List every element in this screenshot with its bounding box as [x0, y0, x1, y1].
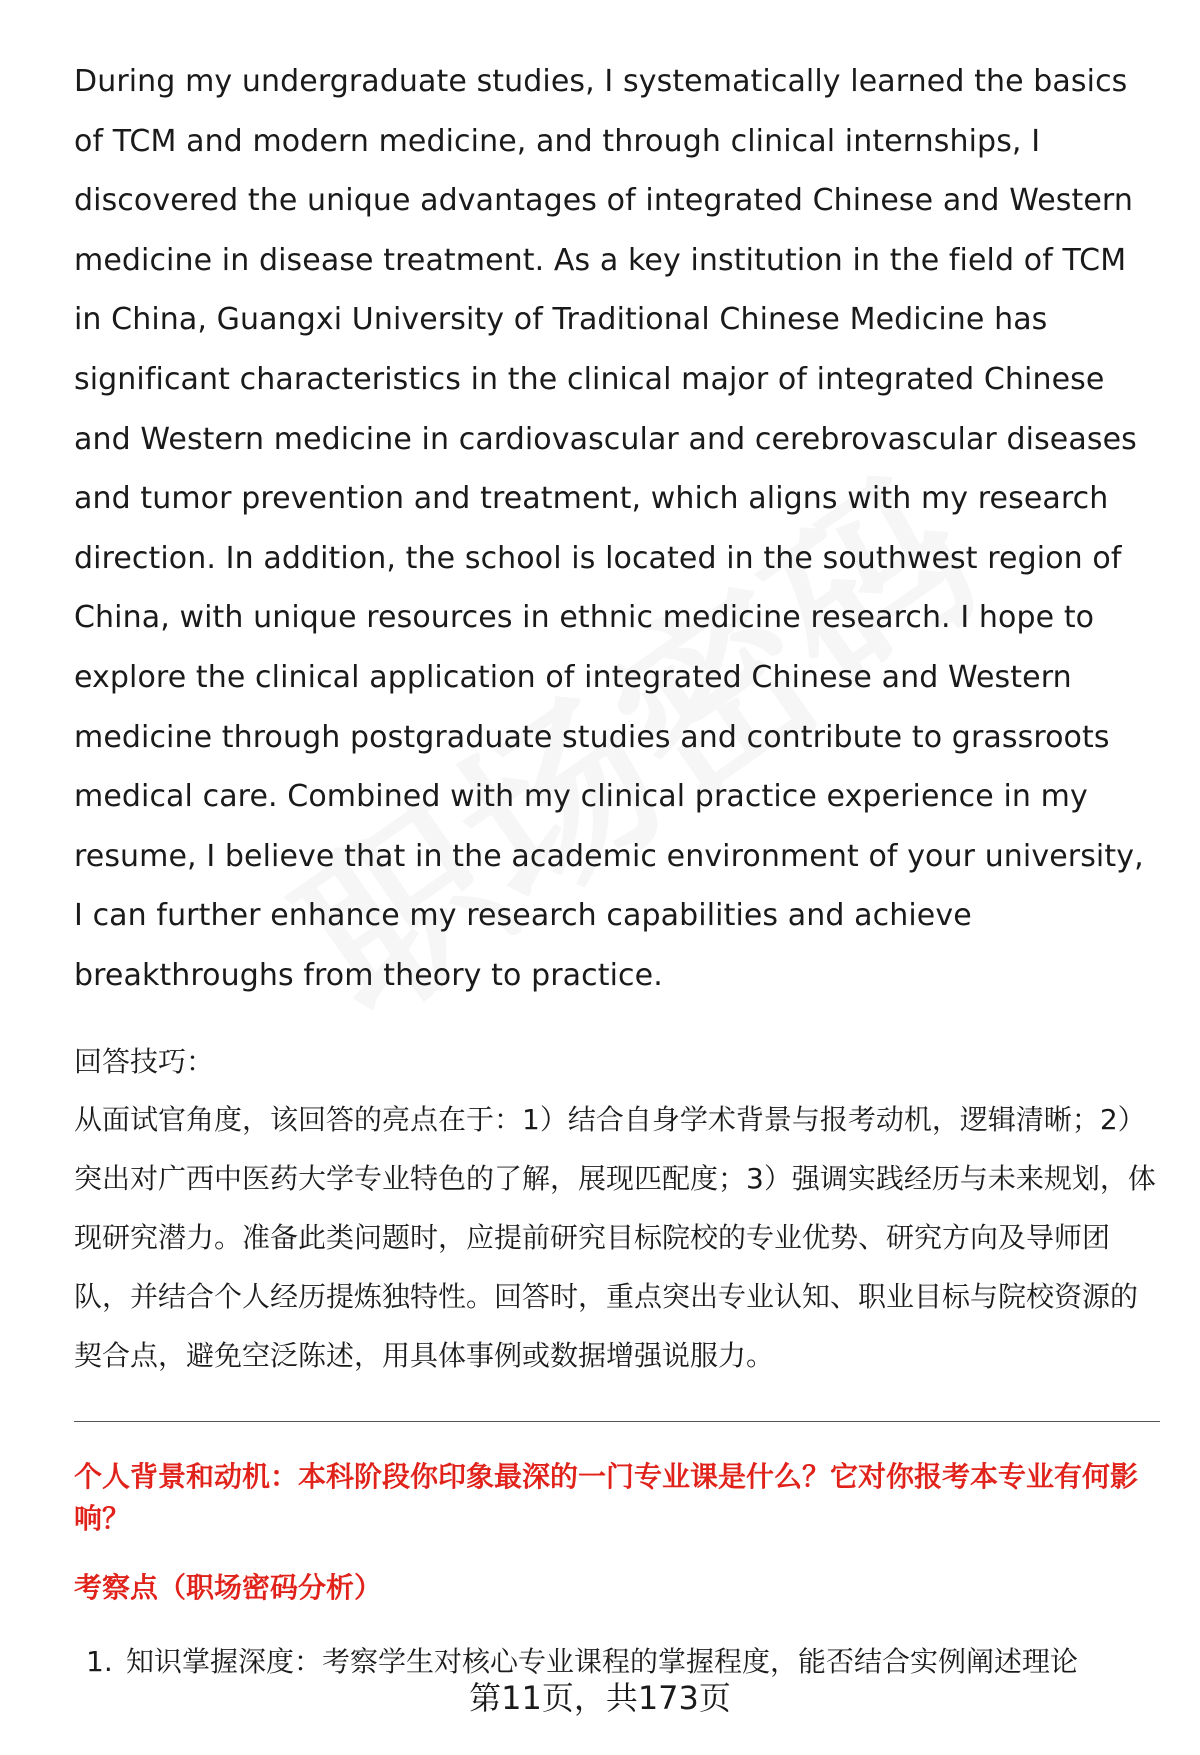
- tips-label: 回答技巧：: [74, 1044, 215, 1078]
- answer-paragraph: During my undergraduate studies, I systematically learned the basics of TCM and modern medicine, and through clinical internships, I discovered the unique advantages of integrated Chinese and Western medicine in disease treatment. As a key institution in the field of TCM in China, Guangxi University of Traditional Chinese Medicine has significant characteristics in the clinical major of integrated Chinese and Western medicine in cardiovascular and cerebrovascular diseases and tumor prevention and treatment, which aligns with my research direction. In addition, the school is located in the southwest region of China, with unique resources in ethnic medicine research. I hope to explore the clinical application of integrated Chinese and Western medicine through postgraduate studies and contribute to grassroots medical care. Combined with my clinical practice experience in my resume, I believe that in the academic environment of your university, I can further enhance my research capabilities and achieve breakthroughs from theory to practice.: [74, 64, 1144, 993]
- question-title: 个人背景和动机：本科阶段你印象最深的一门专业课是什么？它对你报考本专业有何影响？: [74, 1459, 1139, 1535]
- document-page: [74, 52, 1160, 1698]
- list-item-text: 知识掌握深度：考察学生对核心专业课程的掌握程度，能否结合实例阐述理论: [126, 1644, 1079, 1678]
- assessment-subhead: 考察点（职场密码分析）: [74, 1570, 383, 1604]
- page-number: 第11页，共173页: [469, 1679, 731, 1717]
- list-item: [74, 1642, 1160, 1682]
- assessment-list: [74, 1642, 1160, 1682]
- list-item-number: 1.: [86, 1644, 113, 1678]
- section-divider: [74, 1421, 1160, 1422]
- tips-body: 从面试官角度，该回答的亮点在于：1）结合自身学术背景与报考动机，逻辑清晰；2）突出对广西中医药大学专业特色的了解，展现匹配度；3）强调实践经历与未来规划，体现研究潜力。准备此类问题时，应提前研究目标院校的专业优势、研究方向及导师团队，并结合个人经历提炼独特性。回答时，重点突出专业认知、职业目标与院校资源的契合点，避免空泛陈述，用具体事例或数据增强说服力。: [74, 1102, 1156, 1372]
